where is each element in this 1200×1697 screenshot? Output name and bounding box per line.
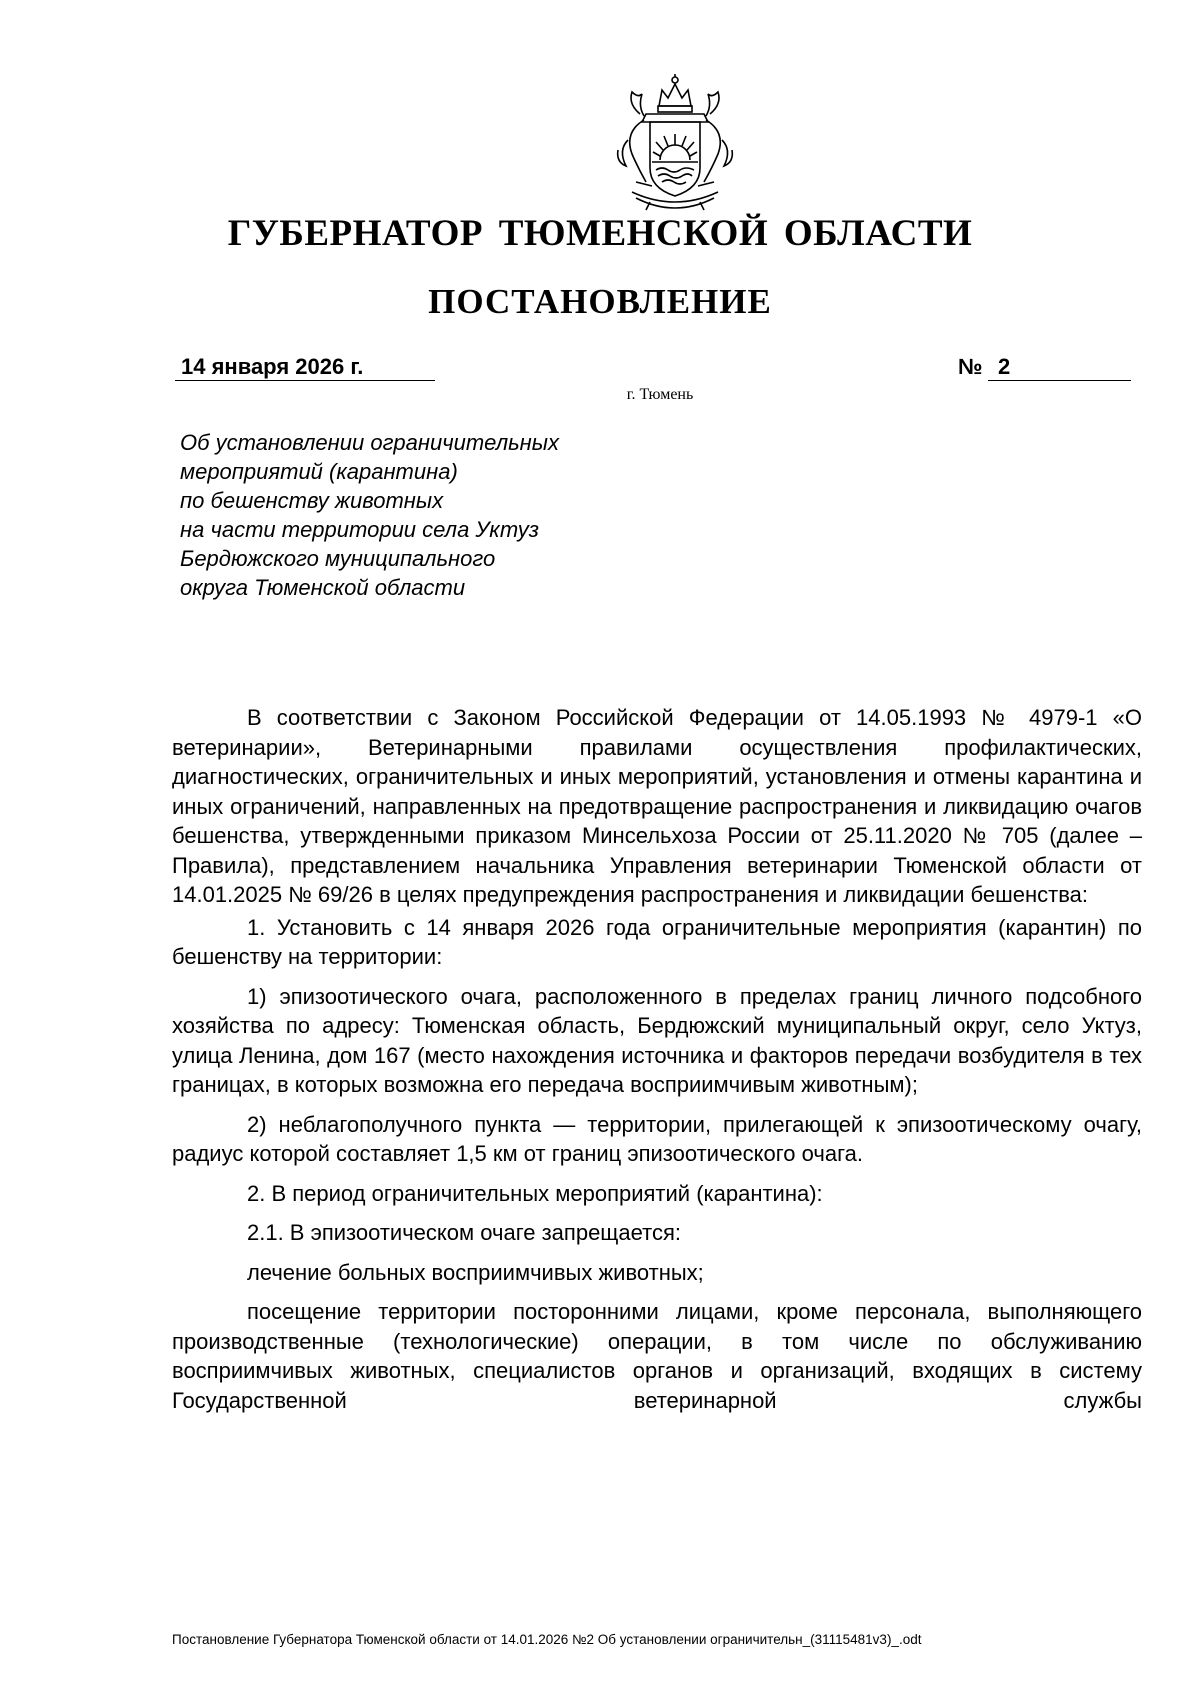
document-city: г. Тюмень <box>626 386 694 403</box>
body-paragraph: 2.1. В эпизоотическом очаге запрещается: <box>247 1220 681 1245</box>
body-paragraph: 1) эпизоотического очага, расположенного в пределах границ личного подсобного хозяйства по адресу: Тюменская область, Бердюжский муниципальный округ, село Уктуз, улица Ленина, дом 167 (место нахождения источника и факторов передачи возбудителя в тех границах, в которых возможна его передача восприимчивым животным); <box>172 983 1142 1097</box>
document-number-label: № <box>958 354 983 379</box>
page-footer: Постановление Губернатора Тюменской области от 14.01.2026 №2 Об установлении ограничительн_(31115481v3)_.odt <box>172 1632 922 1647</box>
coat-of-arms-emblem <box>598 70 752 224</box>
subject-line: на части территории села Уктуз <box>180 517 539 542</box>
subject-line: по бешенству животных <box>180 488 444 513</box>
body-paragraph: 2. В период ограничительных мероприятий (карантина): <box>247 1180 823 1206</box>
body-paragraph: В соответствии с Законом Российской Федерации от 14.05.1993 № 4979-1 «О ветеринарии», Ветеринарными правилами осуществления профилактических, диагностических, ограничительных и иных мероприятий, установления и отмены карантина и иных ограничений, направленных на предотвращение распространения и ликвидацию очагов бешенства, утвержденными приказом Минсельхоза России от 25.11.2020 № 705 (далее – Правила), представлением начальника Управления ветеринарии Тюменской области от 14.01.2025 № 69/26 в целях предупреждения распространения и ликвидации бешенства: <box>172 705 1142 907</box>
subject-line: мероприятий (карантина) <box>180 459 458 484</box>
document-date: 14 января 2026 г. <box>175 354 435 381</box>
subject-line: округа Тюменской области <box>180 575 466 600</box>
organization-title: ГУБЕРНАТОР ТЮМЕНСКОЙ ОБЛАСТИ <box>227 213 973 254</box>
document-subject <box>180 428 680 602</box>
body-paragraph: 1. Установить с 14 января 2026 года ограничительные мероприятия (карантин) по бешенству на территории: <box>172 914 1142 969</box>
document-body <box>172 703 1142 1425</box>
body-paragraph: лечение больных восприимчивых животных; <box>247 1259 704 1285</box>
subject-line: Бердюжского муниципального <box>180 546 496 571</box>
subject-line: Об установлении ограничительных <box>180 430 559 455</box>
document-number: 2 <box>988 354 1131 381</box>
body-paragraph: 2) неблагополучного пункта — территории, прилегающей к эпизоотическому очагу, радиус которой составляет 1,5 км от границ эпизоотического очага. <box>172 1111 1142 1166</box>
body-paragraph: посещение территории посторонними лицами, кроме персонала, выполняющего производственные (технологические) операции, в том числе по обслуживанию восприимчивых животных, специалистов органов и организаций, входящих в систему Государственной ветеринарной службы <box>172 1299 1142 1413</box>
document-type-title: ПОСТАНОВЛЕНИЕ <box>428 282 772 321</box>
